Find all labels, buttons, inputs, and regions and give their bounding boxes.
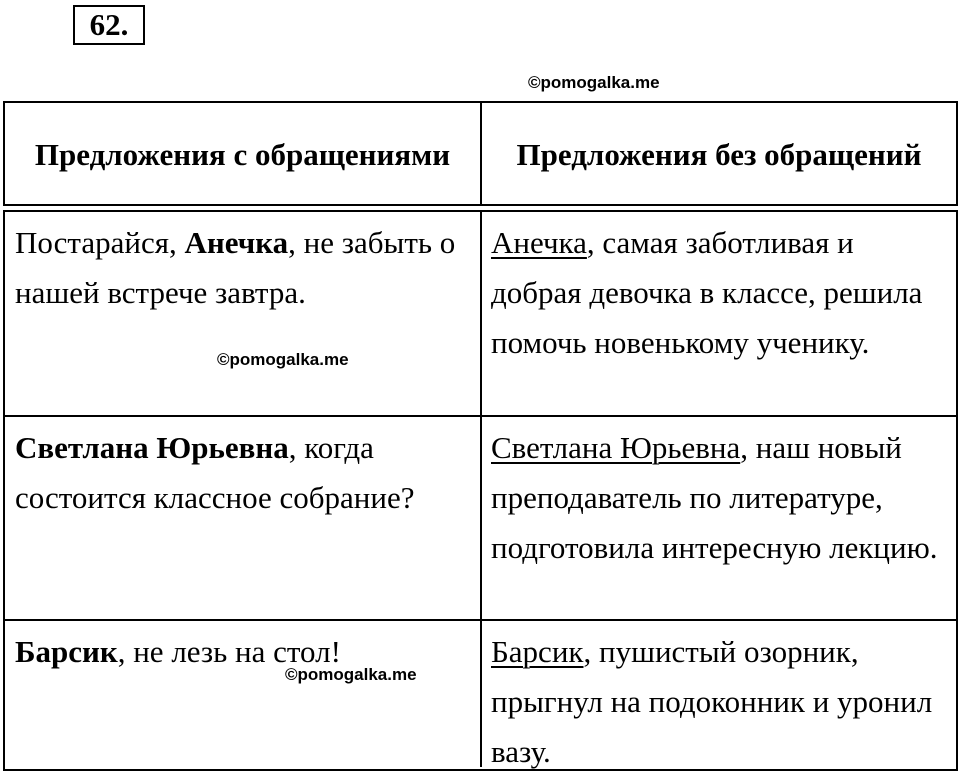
table-row — [5, 619, 956, 767]
subject-word: Анечка — [491, 225, 587, 260]
sentence-with-address — [5, 417, 482, 619]
sentence-rest: , самая заботливая и добрая девочка в классе, решила помочь новенькому ученику. — [491, 225, 923, 360]
table-header — [3, 101, 958, 206]
subject-word: Светлана Юрьевна — [491, 430, 741, 465]
sentence-with-address — [5, 621, 482, 767]
sentence-without-address — [482, 417, 956, 619]
sentence-without-address — [482, 621, 956, 767]
watermark: ©pomogalka.me — [217, 350, 349, 369]
header-with-address: Предложения с обращениями — [5, 103, 482, 204]
address-word: Анечка — [184, 225, 289, 260]
sentence-rest: , не забыть о нашей встрече завтра. — [15, 225, 456, 310]
watermark: ©pomogalka.me — [528, 73, 660, 92]
sentence-prefix: Постарайся, — [15, 225, 185, 260]
address-word: Светлана Юрьевна — [15, 430, 289, 465]
sentence-rest: , не лезь на стол! — [117, 634, 341, 669]
sentence-with-address — [5, 212, 482, 415]
address-word: Барсик — [15, 634, 118, 669]
sentence-rest: , наш новый преподаватель по литературе, подготовила интересную лекцию. — [491, 430, 938, 565]
sentence-rest: , когда состоится классное собрание? — [15, 430, 415, 515]
table-row — [5, 415, 956, 619]
header-without-address: Предложения без обращений — [516, 136, 922, 172]
subject-word: Барсик — [491, 634, 584, 669]
table-row — [5, 212, 956, 415]
watermark: ©pomogalka.me — [285, 665, 417, 684]
task-number: 62. — [73, 5, 145, 45]
sentences-table — [3, 210, 958, 771]
sentence-rest: , пушистый озорник, прыгнул на подоконник и уронил вазу. — [491, 634, 933, 769]
sentence-without-address — [482, 212, 956, 415]
